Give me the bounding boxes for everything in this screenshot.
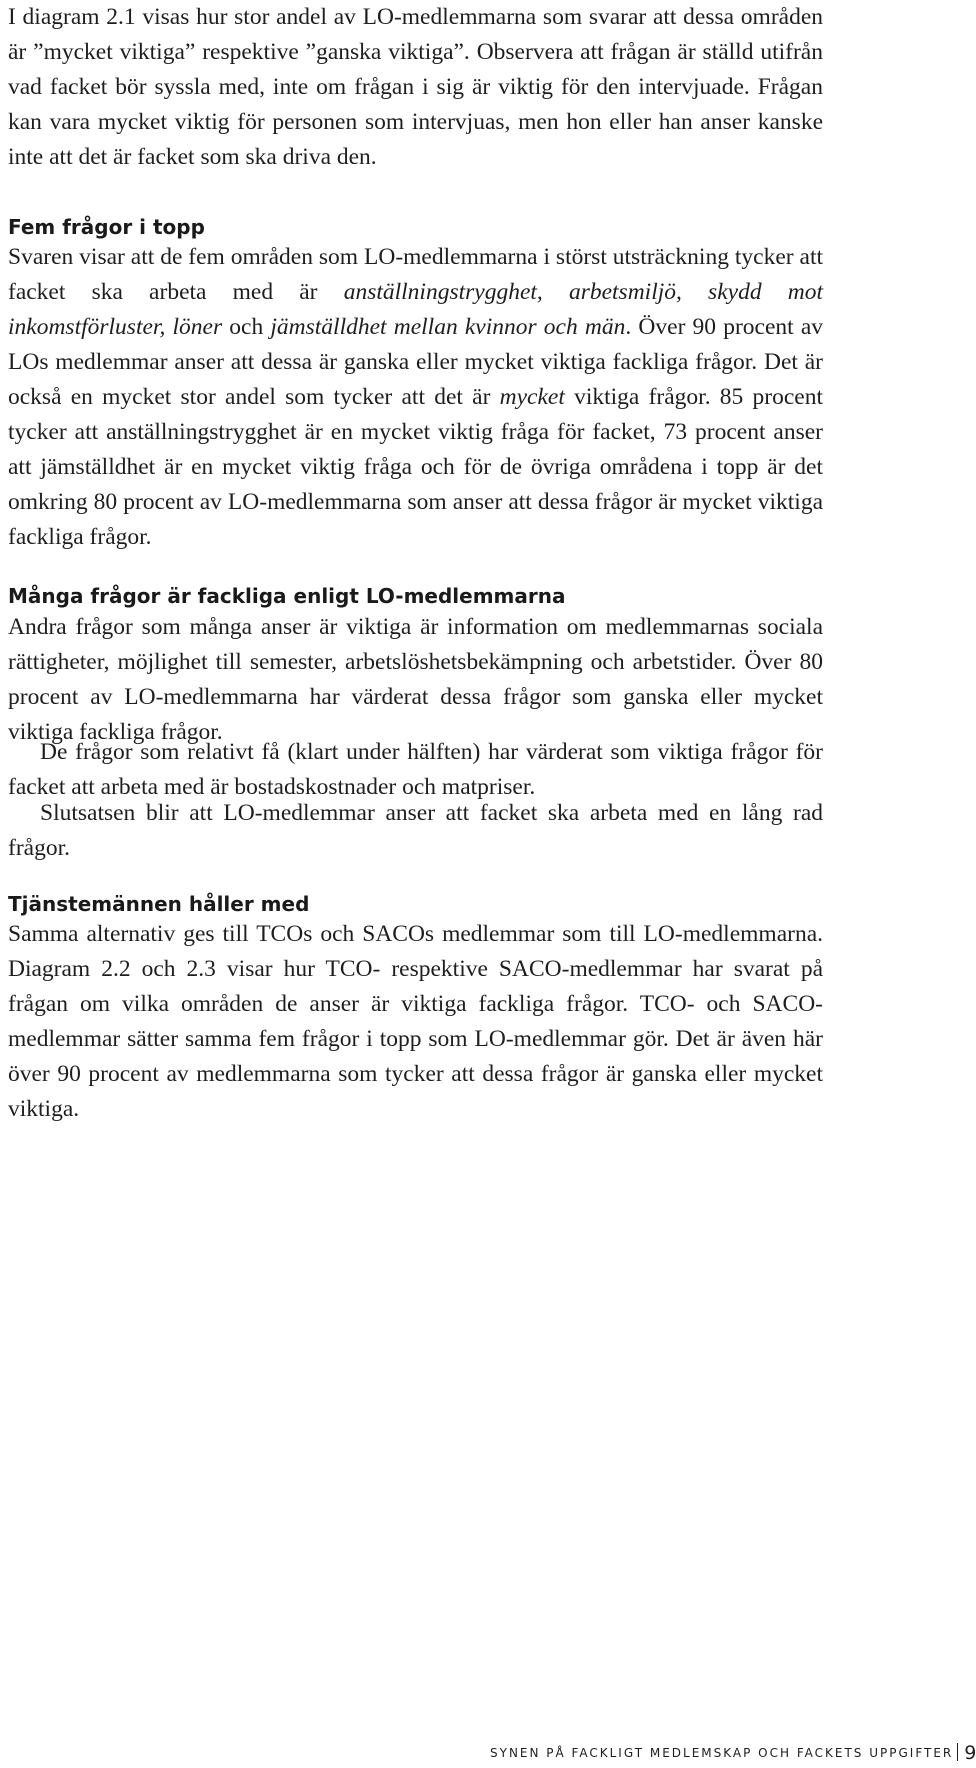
s1-em-topics: anställningstrygghet, arbetsmiljö, skydd mot inkomstförluster, löner	[8, 279, 823, 340]
intro-paragraph: I diagram 2.1 visas hur stor andel av LO-medlemmarna som svarar att dessa områden är ”mycket viktiga” respektive ”ganska viktiga”. Observera att frågan är ställd utifrån vad facket bör syssla med, inte om frågan i sig är viktig för den intervjuade. Frågan kan vara mycket viktig för personen som intervjuas, men hon eller han anser kanske inte att det är facket som ska driva den.	[8, 4, 823, 170]
heading-manga-fragor: Många frågor är fackliga enligt LO-medlemmarna	[8, 584, 566, 608]
section3-paragraph: Samma alternativ ges till TCOs och SACOs medlemmar som till LO-medlemmarna. Diagram 2.2 och 2.3 visar hur TCO- respektive SACO-medlemmar har svarat på frågan om vilka områden de anser är viktiga fackliga frågor. TCO- och SACO-medlemmar sätter samma fem frågor i topp som LO-medlemmar gör. Det är även här över 90 procent av medlemmarna som tycker att dessa frågor är ganska eller mycket viktiga.	[8, 921, 823, 1122]
page-number: 9	[964, 1742, 976, 1764]
heading-fem-fragor: Fem frågor i topp	[8, 215, 205, 239]
footer-divider	[957, 1743, 958, 1761]
s1-text-g: viktiga frågor. 85 procent tycker att anställningstrygghet är en mycket viktig fråga för facket, 73 procent anser att jämställdhet är en mycket viktig fråga och för de övriga områdena i topp är det omkring 80 procent av LO-medlemmarna som anser att dessa frågor är mycket viktiga fackliga frågor.	[8, 384, 823, 550]
heading-tjanstemannen: Tjänstemännen håller med	[8, 892, 310, 916]
running-title: SYNEN PÅ FACKLIGT MEDLEMSKAP OCH FACKETS UPPGIFTER	[490, 1746, 954, 1760]
s1-text-e: . Över 90 procent av LOs medlemmar anser att dessa är ganska eller mycket viktiga fackliga frågor. Det är också en mycket stor andel som tycker att det är	[8, 314, 824, 410]
s1-text-a: Svaren visar att de fem områden som LO-medlemmarna i störst utsträckning tycker att facket ska arbeta med är	[8, 244, 823, 305]
page-footer	[490, 1742, 976, 1764]
section2-paragraph-2: De frågor som relativt få (klart under hälften) har värderat som viktiga frågor för facket att arbeta med är bostadskostnader och matpriser.	[8, 739, 823, 800]
s1-em-jamstalldhet: jämställdhet mellan kvinnor och män	[270, 314, 626, 340]
section1-paragraph	[8, 240, 823, 555]
s1-em-mycket: mycket	[499, 384, 565, 410]
section2-paragraph-3: Slutsatsen blir att LO-medlemmar anser att facket ska arbeta med en lång rad frågor.	[8, 800, 823, 861]
section2-paragraph-1: Andra frågor som många anser är viktiga är information om medlemmarnas sociala rättigheter, möjlighet till semester, arbetslöshetsbekämpning och arbetstider. Över 80 procent av LO-medlemmarna har värderat dessa frågor som ganska eller mycket viktiga fackliga frågor.	[8, 614, 823, 745]
s1-text-c: och	[222, 314, 271, 340]
